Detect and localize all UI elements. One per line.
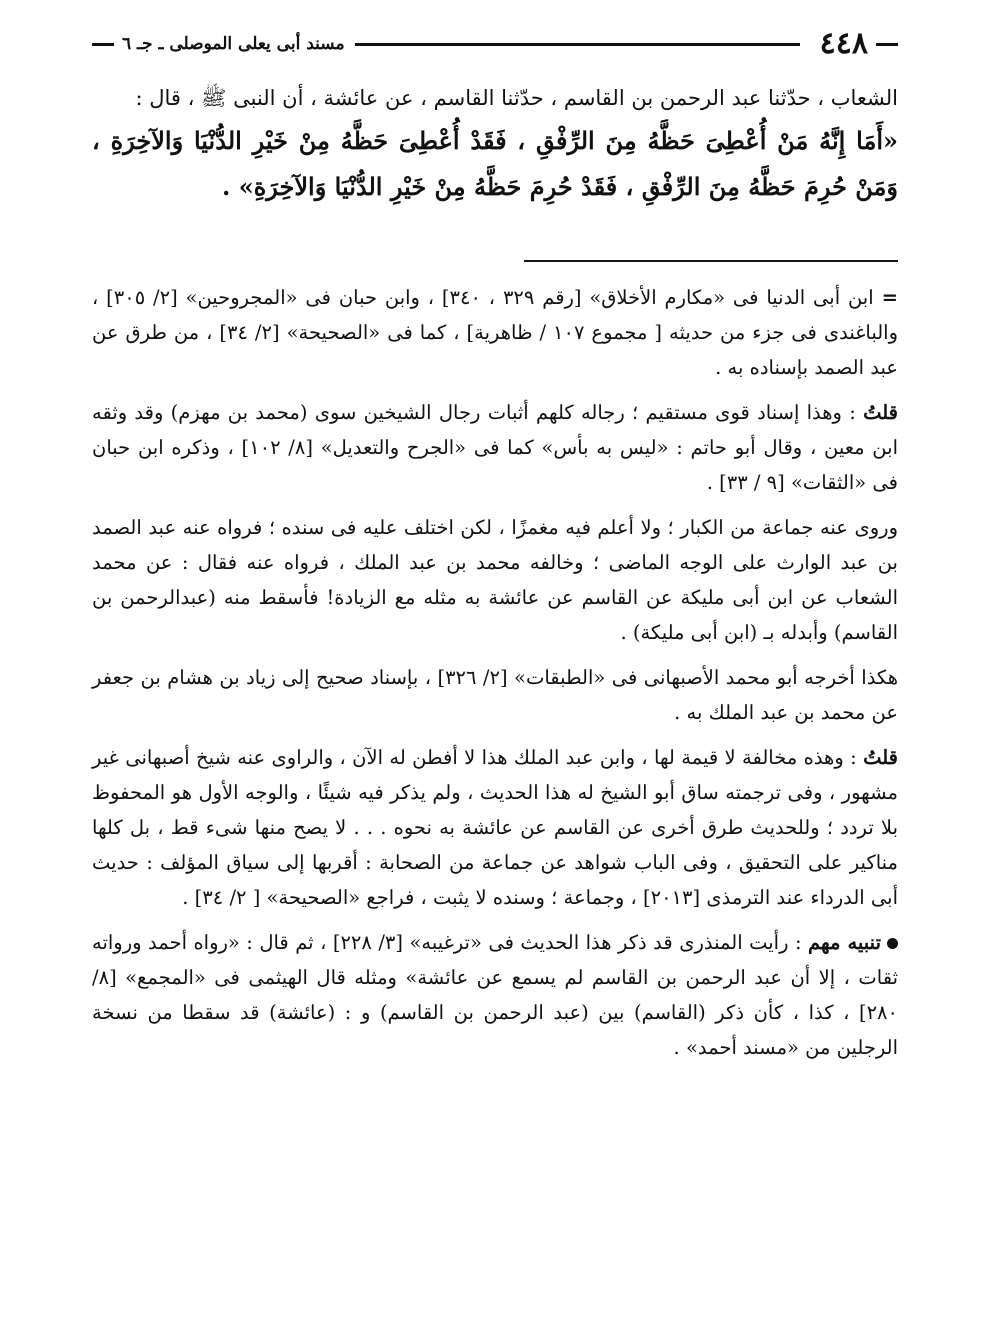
bullet-icon [887, 938, 898, 949]
footnote-text: : وهذه مخالفة لا قيمة لها ، وابن عبد الملك هذا لا أفطن له الآن ، والراوى عنه شيخ أصبهانى غير مشهور ، وفى ترجمته ساق أبو الشيخ له هذا الحديث ، ولم يذكر فيه شيئًا ، والوجه الأول هو المحفوظ بلا تردد ؛ وللحديث طرق أخرى عن القاسم عن عائشة به نحوه . . . لا يصح منها شىء قط ، بل كلها مناكير على التحقيق ، وفى الباب شواهد عن جماعة من الصحابة : أقربها إلى سياق المؤلف : حديث أبى الدرداء عند الترمذى [٢٠١٣] ، وجماعة ؛ وسنده لا يثبت ، فراجع «الصحيحة» [ ٢/ ٣٤] . [92, 746, 898, 909]
qultu-label: قلتُ [863, 746, 898, 769]
footnote-text: : وهذا إسناد قوى مستقيم ؛ رجاله كلهم أثبات رجال الشيخين سوى (محمد بن مهزم) وقد وثقه ابن معين ، وقال أبو حاتم : «ليس به بأس» كما فى «الجرح والتعديل» [٨/ ١٠٢] ، وذكره ابن حبان فى «الثقات» [٩ / ٣٣] . [92, 401, 898, 494]
footnote-separator [524, 260, 898, 262]
footnote-paragraph [92, 395, 898, 500]
isnad-text: الشعاب ، حدّثنا عبد الرحمن بن القاسم ، حدّثنا القاسم ، عن عائشة ، أن النبى ﷺ ، قال : [135, 86, 898, 110]
header-dash [876, 43, 898, 46]
header-rule [355, 43, 800, 46]
footnote-text: ابن أبى الدنيا فى «مكارم الأخلاق» [رقم ٣٢٩ ، ٣٤٠] ، وابن حبان فى «المجروحين» [٢/ ٣٠٥] ، والباغندى فى جزء من حديثه [ مجموع ١٠٧ / ظاهرية] ، كما فى «الصحيحة» [٢/ ٣٤] ، من طرق عن عبد الصمد بإسناده به . [92, 286, 899, 379]
qultu-label: قلتُ [863, 401, 899, 424]
continuation-marker: = [881, 286, 898, 309]
page-number: ٤٤٨ [819, 26, 868, 61]
running-header [92, 24, 898, 64]
tanbih-label: تنبيه مهم [808, 931, 881, 954]
footnote-paragraph [92, 925, 898, 1065]
running-title: مسند أبى يعلى الموصلى ـ جـ ٦ [122, 34, 345, 54]
footnote-paragraph [92, 740, 898, 915]
hadith-text: «أَمَا إِنَّهُ مَنْ أُعْطِىَ حَظَّهُ مِنَ الرِّفْقِ ، فَقَدْ أُعْطِىَ حَظَّهُ مِنْ خَيْرِ الدُّنْيَا وَالآخِرَةِ ، وَمَنْ حُرِمَ حَظَّهُ مِنَ الرِّفْقِ ، فَقَدْ حُرِمَ حَظَّهُ مِنْ خَيْرِ الدُّنْيَا وَالآخِرَةِ» . [92, 126, 898, 201]
footnote-paragraph: هكذا أخرجه أبو محمد الأصبهانى فى «الطبقات» [٢/ ٣٢٦] ، بإسناد صحيح إلى زياد بن هشام بن جعفر عن محمد بن عبد الملك به . [92, 666, 898, 724]
footnote-paragraph: وروى عنه جماعة من الكبار ؛ ولا أعلم فيه مغمزًا ، لكن اختلف عليه فى سنده ؛ فرواه عنه عبد الصمد بن عبد الوارث على الوجه الماضى ؛ وخالفه محمد بن عبد الملك ، فرواه عنه فقال : عن محمد الشعاب عن ابن أبى مليكة عن القاسم عن عائشة به مثله مع الزيادة! فأسقط منه (عبدالرحمن بن القاسم) وأبدله بـ (ابن أبى مليكة) . [92, 516, 898, 644]
header-dash [92, 43, 114, 46]
footnotes [92, 280, 898, 1075]
main-text [92, 78, 898, 210]
footnote-paragraph [92, 280, 898, 385]
footnote-text: : رأيت المنذرى قد ذكر هذا الحديث فى «ترغيبه» [٣/ ٢٢٨] ، ثم قال : «رواه أحمد ورواته ثقات ، إلا أن عبد الرحمن بن القاسم لم يسمع عن عائشة» ومثله قال الهيثمى فى «المجمع» [٨/ ٢٨٠] ، كذا ، كأن ذكر (القاسم) بين (عبد الرحمن بن القاسم) و : (عائشة) قد سقطا من نسخة الرجلين من «مسند أحمد» . [92, 931, 898, 1059]
